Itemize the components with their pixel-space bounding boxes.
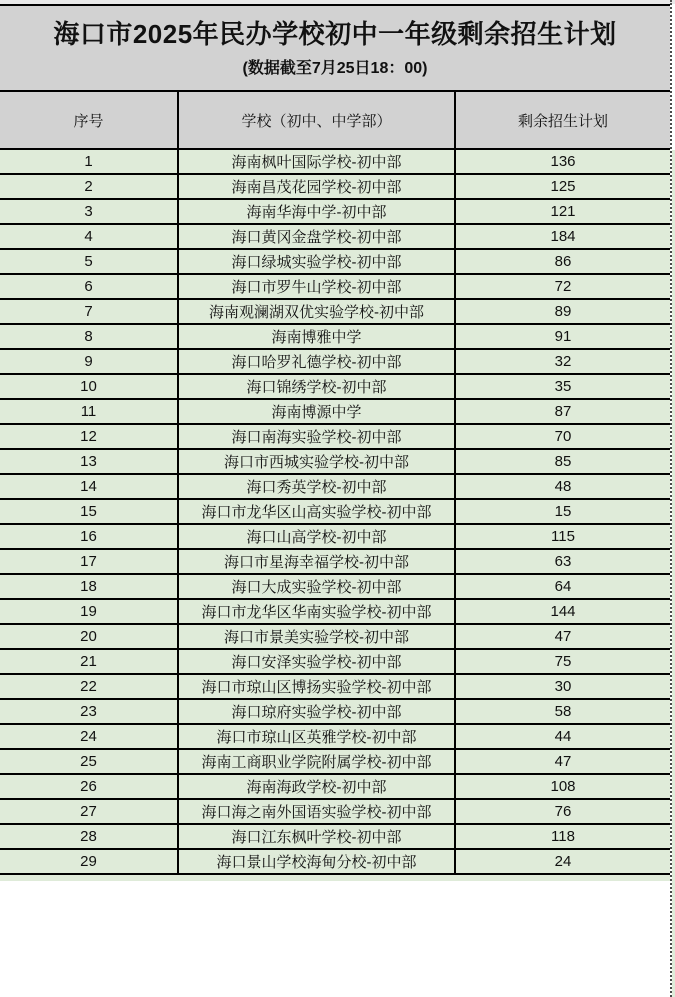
school-name-cell: 海口大成实验学校-初中部 [178,574,455,599]
remaining-plan-cell: 63 [455,549,670,574]
table-row [0,724,670,749]
column-header-school: 学校（初中、中学部） [178,91,455,149]
school-name-cell: 海口绿城实验学校-初中部 [178,249,455,274]
school-name-cell: 海口景山学校海甸分校-初中部 [178,849,455,874]
table-row [0,774,670,799]
row-no-cell: 9 [0,349,178,374]
column-header-remaining: 剩余招生计划 [455,91,670,149]
table-row [0,399,670,424]
row-no-cell: 25 [0,749,178,774]
table-row [0,499,670,524]
table-row [0,849,670,874]
school-name-cell: 海南华海中学-初中部 [178,199,455,224]
row-no-cell: 11 [0,399,178,424]
page-title: 海口市2025年民办学校初中一年级剩余招生计划 [53,19,617,50]
school-name-cell: 海口琼府实验学校-初中部 [178,699,455,724]
table-header-row [0,91,670,149]
school-name-cell: 海南海政学校-初中部 [178,774,455,799]
row-no-cell: 18 [0,574,178,599]
school-name-cell: 海口市西城实验学校-初中部 [178,449,455,474]
table-row [0,624,670,649]
table-row [0,274,670,299]
enrollment-table [0,90,670,875]
school-name-cell: 海口江东枫叶学校-初中部 [178,824,455,849]
sheet [0,4,670,881]
school-name-cell: 海南观澜湖双优实验学校-初中部 [178,299,455,324]
school-name-cell: 海口山高学校-初中部 [178,524,455,549]
table-row [0,424,670,449]
partial-next-row [0,875,670,881]
table-row [0,649,670,674]
school-name-cell: 海口市琼山区博扬实验学校-初中部 [178,674,455,699]
row-no-cell: 2 [0,174,178,199]
row-no-cell: 6 [0,274,178,299]
row-no-cell: 20 [0,624,178,649]
table-row [0,149,670,174]
table-row [0,174,670,199]
table-body [0,149,670,874]
row-no-cell: 24 [0,724,178,749]
row-no-cell: 10 [0,374,178,399]
remaining-plan-cell: 44 [455,724,670,749]
row-no-cell: 23 [0,699,178,724]
table-row [0,749,670,774]
row-no-cell: 21 [0,649,178,674]
school-name-cell: 海口市星海幸福学校-初中部 [178,549,455,574]
row-no-cell: 22 [0,674,178,699]
remaining-plan-cell: 32 [455,349,670,374]
row-no-cell: 14 [0,474,178,499]
remaining-plan-cell: 144 [455,599,670,624]
remaining-plan-cell: 76 [455,799,670,824]
remaining-plan-cell: 75 [455,649,670,674]
row-no-cell: 4 [0,224,178,249]
row-no-cell: 13 [0,449,178,474]
table-row [0,249,670,274]
row-no-cell: 28 [0,824,178,849]
page-subtitle: (数据截至7月25日18：00) [242,59,428,77]
school-name-cell: 海口市龙华区山高实验学校-初中部 [178,499,455,524]
table-row [0,799,670,824]
row-no-cell: 19 [0,599,178,624]
remaining-plan-cell: 47 [455,624,670,649]
row-no-cell: 5 [0,249,178,274]
school-name-cell: 海口市景美实验学校-初中部 [178,624,455,649]
remaining-plan-cell: 86 [455,249,670,274]
remaining-plan-cell: 136 [455,149,670,174]
table-row [0,349,670,374]
table-row [0,199,670,224]
table-row [0,474,670,499]
row-no-cell: 27 [0,799,178,824]
school-name-cell: 海口海之南外国语实验学校-初中部 [178,799,455,824]
remaining-plan-cell: 184 [455,224,670,249]
table-row [0,549,670,574]
remaining-plan-cell: 58 [455,699,670,724]
column-header-no: 序号 [0,91,178,149]
row-no-cell: 29 [0,849,178,874]
row-no-cell: 12 [0,424,178,449]
remaining-plan-cell: 47 [455,749,670,774]
school-name-cell: 海南博源中学 [178,399,455,424]
remaining-plan-cell: 24 [455,849,670,874]
row-no-cell: 16 [0,524,178,549]
table-row [0,599,670,624]
remaining-plan-cell: 35 [455,374,670,399]
table-row [0,324,670,349]
remaining-plan-cell: 125 [455,174,670,199]
row-no-cell: 17 [0,549,178,574]
remaining-plan-cell: 108 [455,774,670,799]
school-name-cell: 海口哈罗礼德学校-初中部 [178,349,455,374]
school-name-cell: 海南博雅中学 [178,324,455,349]
row-no-cell: 1 [0,149,178,174]
row-no-cell: 26 [0,774,178,799]
school-name-cell: 海口锦绣学校-初中部 [178,374,455,399]
title-block [0,4,670,90]
table-row [0,524,670,549]
table-row [0,674,670,699]
school-name-cell: 海口安泽实验学校-初中部 [178,649,455,674]
school-name-cell: 海口市琼山区英雅学校-初中部 [178,724,455,749]
remaining-plan-cell: 87 [455,399,670,424]
row-no-cell: 15 [0,499,178,524]
table-row [0,824,670,849]
remaining-plan-cell: 48 [455,474,670,499]
school-name-cell: 海口黄冈金盘学校-初中部 [178,224,455,249]
school-name-cell: 海南昌茂花园学校-初中部 [178,174,455,199]
table-row [0,224,670,249]
table-row [0,449,670,474]
school-name-cell: 海南枫叶国际学校-初中部 [178,149,455,174]
remaining-plan-cell: 91 [455,324,670,349]
remaining-plan-cell: 72 [455,274,670,299]
remaining-plan-cell: 64 [455,574,670,599]
row-no-cell: 3 [0,199,178,224]
remaining-plan-cell: 89 [455,299,670,324]
school-name-cell: 海口市罗牛山学校-初中部 [178,274,455,299]
row-no-cell: 8 [0,324,178,349]
school-name-cell: 海南工商职业学院附属学校-初中部 [178,749,455,774]
row-no-cell: 7 [0,299,178,324]
school-name-cell: 海口南海实验学校-初中部 [178,424,455,449]
remaining-plan-cell: 30 [455,674,670,699]
remaining-plan-cell: 118 [455,824,670,849]
remaining-plan-cell: 115 [455,524,670,549]
school-name-cell: 海口秀英学校-初中部 [178,474,455,499]
table-row [0,574,670,599]
remaining-plan-cell: 70 [455,424,670,449]
remaining-plan-cell: 85 [455,449,670,474]
table-row [0,299,670,324]
table-row [0,374,670,399]
remaining-plan-cell: 121 [455,199,670,224]
table-row [0,699,670,724]
remaining-plan-cell: 15 [455,499,670,524]
school-name-cell: 海口市龙华区华南实验学校-初中部 [178,599,455,624]
